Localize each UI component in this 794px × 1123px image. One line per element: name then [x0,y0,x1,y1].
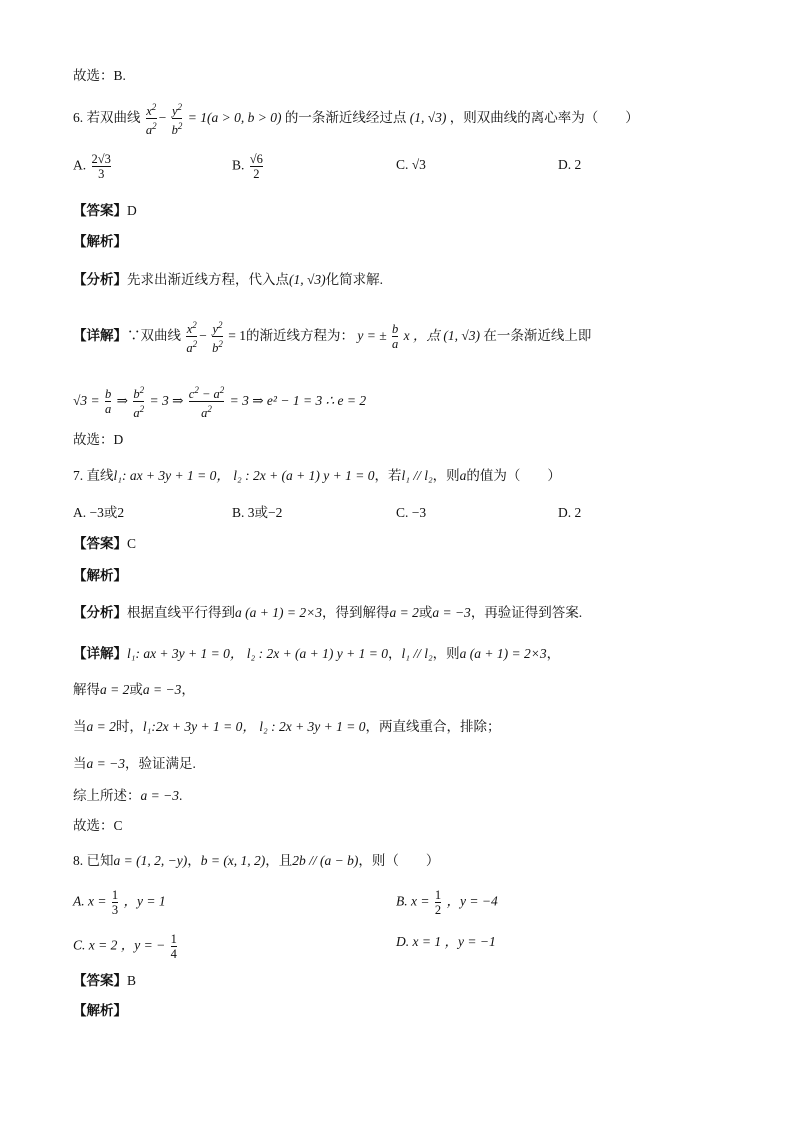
detailed-solution: 【详解】∵双曲线 $\frac{x^2}{a^2}$ − $\frac{y^2}{b^2}$ = 1的渐近线方程为： y = ± $\frac{b}{a}$ x ，点 (1, √3) 在一条渐近线上即 [73,320,592,356]
analysis-heading: 【解析】 [73,234,127,249]
prev-answer-line: 故选：B. [73,68,126,83]
question-6-stem: 6. 若双曲线 $\frac{x^2}{a^2}$ − $\frac{y^2}{b^2}$ = 1(a > 0, b > 0) 的一条渐近线经过点 (1, √3) ，则双曲线的离心率为（ ） [73,102,639,138]
case-line-2: 当a = −3，验证满足. [73,756,196,771]
pick-line: 故选：C [73,818,123,833]
analysis-heading: 【解析】 [73,1003,127,1018]
option-d: D. 2 [558,505,582,520]
option-c: C. x = 2 ，y = − $\frac{1}{4}$ [73,932,177,961]
option-b: B. $\frac{√6}{2}$ [232,152,263,181]
answer-line: 【答案】B [73,973,137,988]
case-line-1: 当a = 2时，l₁:2x + 3y + 1 = 0， l₂ : 2x + 3y + 1 = 0，两直线重合，排除； [73,719,501,734]
option-d: D. 2 [558,157,582,172]
pick-line: 故选：D [73,432,124,447]
option-c: C. √3 [396,157,426,172]
fraction: $\frac{x^2}{a^2}$ [145,102,157,138]
solve-line: 解得a = 2或a = −3， [73,682,195,697]
summary-line: 综上所述：a = −3. [73,788,183,803]
option-b: B. x = $\frac{1}{2}$ ，y = −4 [396,888,498,917]
question-8-stem: 8. 已知a = (1, 2, −y)，b = (x, 1, 2)，且2b // (a − b)，则（ ） [73,853,440,868]
option-a: A. −3或2 [73,505,125,520]
answer-line: 【答案】D [73,203,137,218]
answer-line: 【答案】C [73,536,137,551]
detailed-solution: 【详解】l₁: ax + 3y + 1 = 0， l₂ : 2x + (a + 1) y + 1 = 0，l₁ // l₂，则a (a + 1) = 2×3， [73,646,561,661]
fraction: $\frac{y^2}{b^2}$ [171,102,183,138]
calculation-line: √3 = $\frac{b}{a}$ ⇒ $\frac{b^2}{a^2}$ = 3 ⇒ $\frac{c^2 - a^2}{a^2}$ = 3 ⇒ e² − 1 = 3 ∴ e = 2 [73,385,367,421]
option-a: A. $\frac{2√3}{3}$ [73,152,111,181]
analysis-summary: 【分析】先求出渐近线方程，代入点(1, √3)化简求解. [73,272,384,287]
question-7-stem: 7. 直线l₁: ax + 3y + 1 = 0， l₂ : 2x + (a + 1) y + 1 = 0，若l₁ // l₂，则a的值为（ ） [73,468,561,483]
option-a: A. x = $\frac{1}{3}$ ，y = 1 [73,888,166,917]
option-d: D. x = 1 ，y = −1 [396,934,496,949]
analysis-heading: 【解析】 [73,568,127,583]
analysis-summary: 【分析】根据直线平行得到a (a + 1) = 2×3，得到解得a = 2或a = −3，再验证得到答案. [73,605,583,620]
option-c: C. −3 [396,505,427,520]
option-b: B. 3或−2 [232,505,283,520]
